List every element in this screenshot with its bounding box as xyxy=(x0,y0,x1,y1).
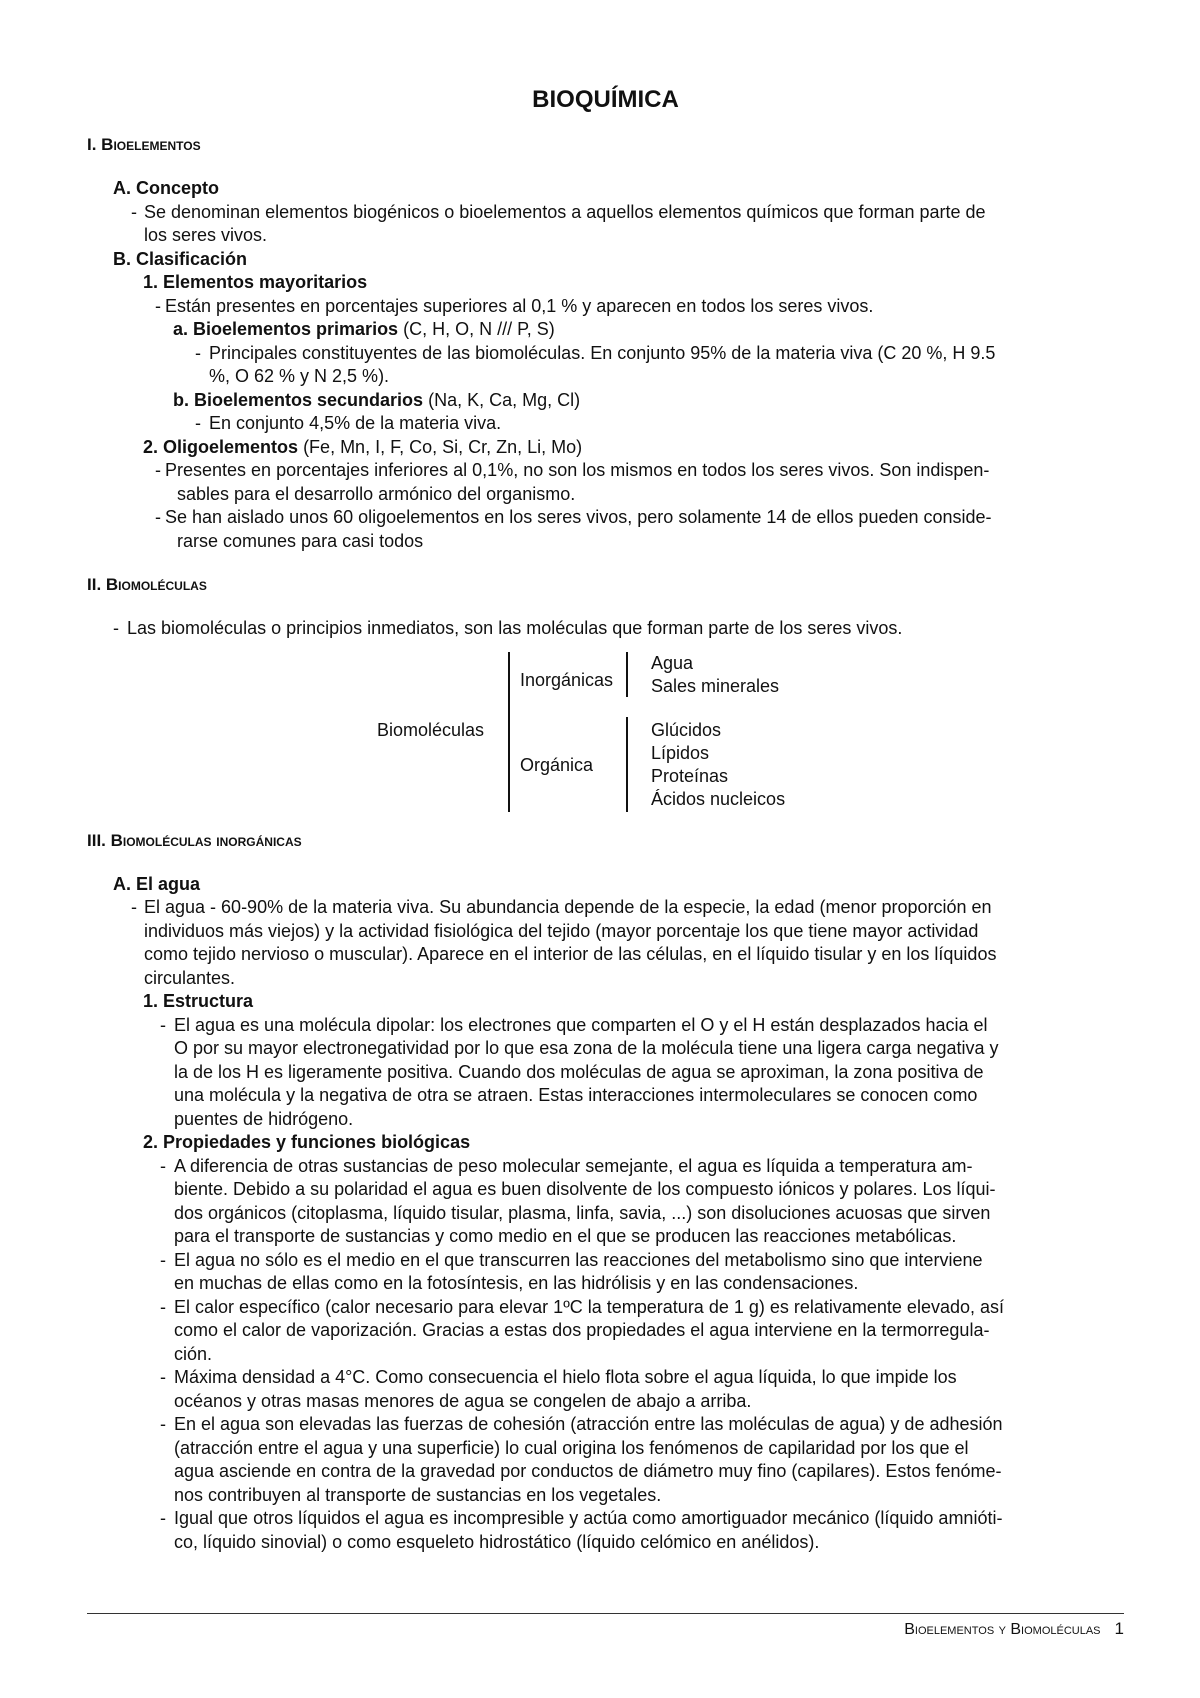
paragraph-line: circulantes. xyxy=(144,967,236,988)
paragraph-line: océanos y otras masas menores de agua se congelen de abajo a arriba. xyxy=(174,1390,752,1411)
diagram-leaf: Sales minerales xyxy=(651,675,780,696)
subsection-heading: 1. Elementos mayoritarios xyxy=(143,272,368,292)
section-heading: II. Biomoléculas xyxy=(87,575,207,594)
biomolecules-diagram xyxy=(87,647,1124,812)
subsection-heading: B. Clasificación xyxy=(113,248,248,269)
section-heading: III. Biomoléculas inorgánicas xyxy=(87,830,302,850)
diagram-leaf: Lípidos xyxy=(651,742,710,763)
document-content xyxy=(87,86,1124,1554)
diagram-leaf: Proteínas xyxy=(651,765,729,786)
paragraph-line: - Presentes en porcentajes inferiores al 0,1%, no son los mismos en todos los seres vivos. Son indispen- xyxy=(155,460,990,480)
diagram-leaf: Glúcidos xyxy=(651,719,722,740)
paragraph-line: la de los H es ligeramente positiva. Cuando dos moléculas de agua se aproximan, la zona positiva de xyxy=(174,1061,984,1082)
paragraph-line: - En conjunto 4,5% de la materia viva. xyxy=(195,413,502,433)
subsection-heading: 1. Estructura xyxy=(143,991,254,1011)
paragraph-line: dos orgánicos (citoplasma, líquido tisular, plasma, linfa, savia, ...) son disoluciones acuosas que sirven xyxy=(174,1202,991,1223)
subsection-heading: a. Bioelementos primarios (C, H, O, N /// P, S) xyxy=(173,319,555,339)
page-title: BIOQUÍMICA xyxy=(532,86,679,113)
diagram-bracket xyxy=(508,652,510,812)
subsection-heading: A. El agua xyxy=(113,873,201,894)
paragraph-line: los seres vivos. xyxy=(144,225,268,245)
paragraph-line: - Se denominan elementos biogénicos o bioelementos a aquellos elementos químicos que forman parte de xyxy=(131,201,986,222)
diagram-leaf: Ácidos nucleicos xyxy=(651,788,786,809)
diagram-branch-inorganic: Inorgánicas xyxy=(520,669,614,690)
footer-divider xyxy=(87,1613,1124,1614)
paragraph-line: - Máxima densidad a 4°C. Como consecuencia el hielo flota sobre el agua líquida, lo que impide los xyxy=(160,1367,957,1387)
paragraph-line: - El agua - 60-90% de la materia viva. Su abundancia depende de la especie, la edad (menor proporción en xyxy=(131,897,992,917)
subsection-heading: b. Bioelementos secundarios (Na, K, Ca, Mg, Cl) xyxy=(173,389,581,410)
paragraph-line: como tejido nervioso o muscular). Aparece en el interior de las células, en el líquido tisular y en los líquidos xyxy=(144,944,997,964)
page-footer xyxy=(904,1619,1124,1639)
paragraph-line: %, O 62 % y N 2,5 %). xyxy=(209,366,390,386)
paragraph-line: - Igual que otros líquidos el agua es incompresible y actúa como amortiguador mecánico (líquido amnióti- xyxy=(160,1508,1003,1528)
paragraph-line: para el transporte de sustancias y como medio en el que se producen las reacciones metabólicas. xyxy=(174,1226,957,1246)
paragraph-line: en muchas de ellas como en la fotosíntesis, en las hidrólisis y en las condensaciones. xyxy=(174,1273,859,1293)
diagram-root: Biomoléculas xyxy=(377,719,485,740)
subsection-heading: 2. Oligoelementos (Fe, Mn, I, F, Co, Si, Cr, Zn, Li, Mo) xyxy=(143,436,583,457)
subsection-heading: A. Concepto xyxy=(113,178,219,198)
subsection-heading: 2. Propiedades y funciones biológicas xyxy=(143,1132,471,1152)
paragraph-line: como el calor de vaporización. Gracias a estas dos propiedades el agua interviene en la termorregula- xyxy=(174,1320,990,1340)
paragraph-line: - Se han aislado unos 60 oligoelementos en los seres vivos, pero solamente 14 de ellos pueden conside- xyxy=(155,507,992,527)
paragraph-line: - A diferencia de otras sustancias de peso molecular semejante, el agua es líquida a temperatura am- xyxy=(160,1155,973,1176)
paragraph-line: sables para el desarrollo armónico del organismo. xyxy=(177,483,576,504)
diagram-bracket xyxy=(626,652,628,697)
paragraph-line: agua asciende en contra de la gravedad por conductos de diámetro muy fino (capilares). Estos fenóme- xyxy=(174,1461,1002,1481)
paragraph-line: - En el agua son elevadas las fuerzas de cohesión (atracción entre las moléculas de agua) y de adhesión xyxy=(160,1414,1003,1434)
paragraph-line: - Las biomoléculas o principios inmediatos, son las moléculas que forman parte de los seres vivos. xyxy=(113,618,903,638)
paragraph-line: - El agua no sólo es el medio en el que transcurren las reacciones del metabolismo sino que interviene xyxy=(160,1249,983,1270)
diagram-branch-organic: Orgánica xyxy=(520,754,594,775)
paragraph-line: puentes de hidrógeno. xyxy=(174,1108,354,1129)
section-heading: I. Bioelementos xyxy=(87,135,201,154)
diagram-bracket xyxy=(626,717,628,812)
paragraph-line: - Están presentes en porcentajes superiores al 0,1 % y aparecen en todos los seres vivos. xyxy=(155,295,874,316)
paragraph-line: una molécula y la negativa de otra se atraen. Estas interacciones intermoleculares se conocen como xyxy=(174,1085,978,1105)
footer-label: Bioelementos y Biomoléculas xyxy=(904,1621,1101,1638)
paragraph-line: ción. xyxy=(174,1343,213,1364)
paragraph-line: biente. Debido a su polaridad el agua es buen disolvente de los compuesto iónicos y polares. Los líqui- xyxy=(174,1179,996,1199)
diagram-leaf: Agua xyxy=(651,652,694,673)
paragraph-line: co, líquido sinovial) o como esqueleto hidrostático (líquido celómico en anélidos). xyxy=(174,1531,820,1552)
paragraph-line: rarse comunes para casi todos xyxy=(177,530,424,551)
paragraph-line: nos contribuyen al transporte de sustancias en los vegetales. xyxy=(174,1484,662,1505)
paragraph-line: (atracción entre el agua y una superficie) lo cual origina los fenómenos de capilaridad por los que el xyxy=(174,1437,969,1458)
paragraph-line: individuos más viejos) y la actividad fisiológica del tejido (mayor porcentaje los que tiene mayor actividad xyxy=(144,920,979,941)
paragraph-line: - El agua es una molécula dipolar: los electrones que comparten el O y el H están desplazados hacia el xyxy=(160,1014,988,1035)
paragraph-line: O por su mayor electronegatividad por lo que esa zona de la molécula tiene una ligera carga negativa y xyxy=(174,1038,999,1058)
paragraph-line: - El calor específico (calor necesario para elevar 1ºC la temperatura de 1 g) es relativamente elevado, así xyxy=(160,1296,1004,1317)
paragraph-line: - Principales constituyentes de las biomoléculas. En conjunto 95% de la materia viva (C 20 %, H 9.5 xyxy=(195,342,996,363)
page-number: 1 xyxy=(1114,1619,1124,1638)
